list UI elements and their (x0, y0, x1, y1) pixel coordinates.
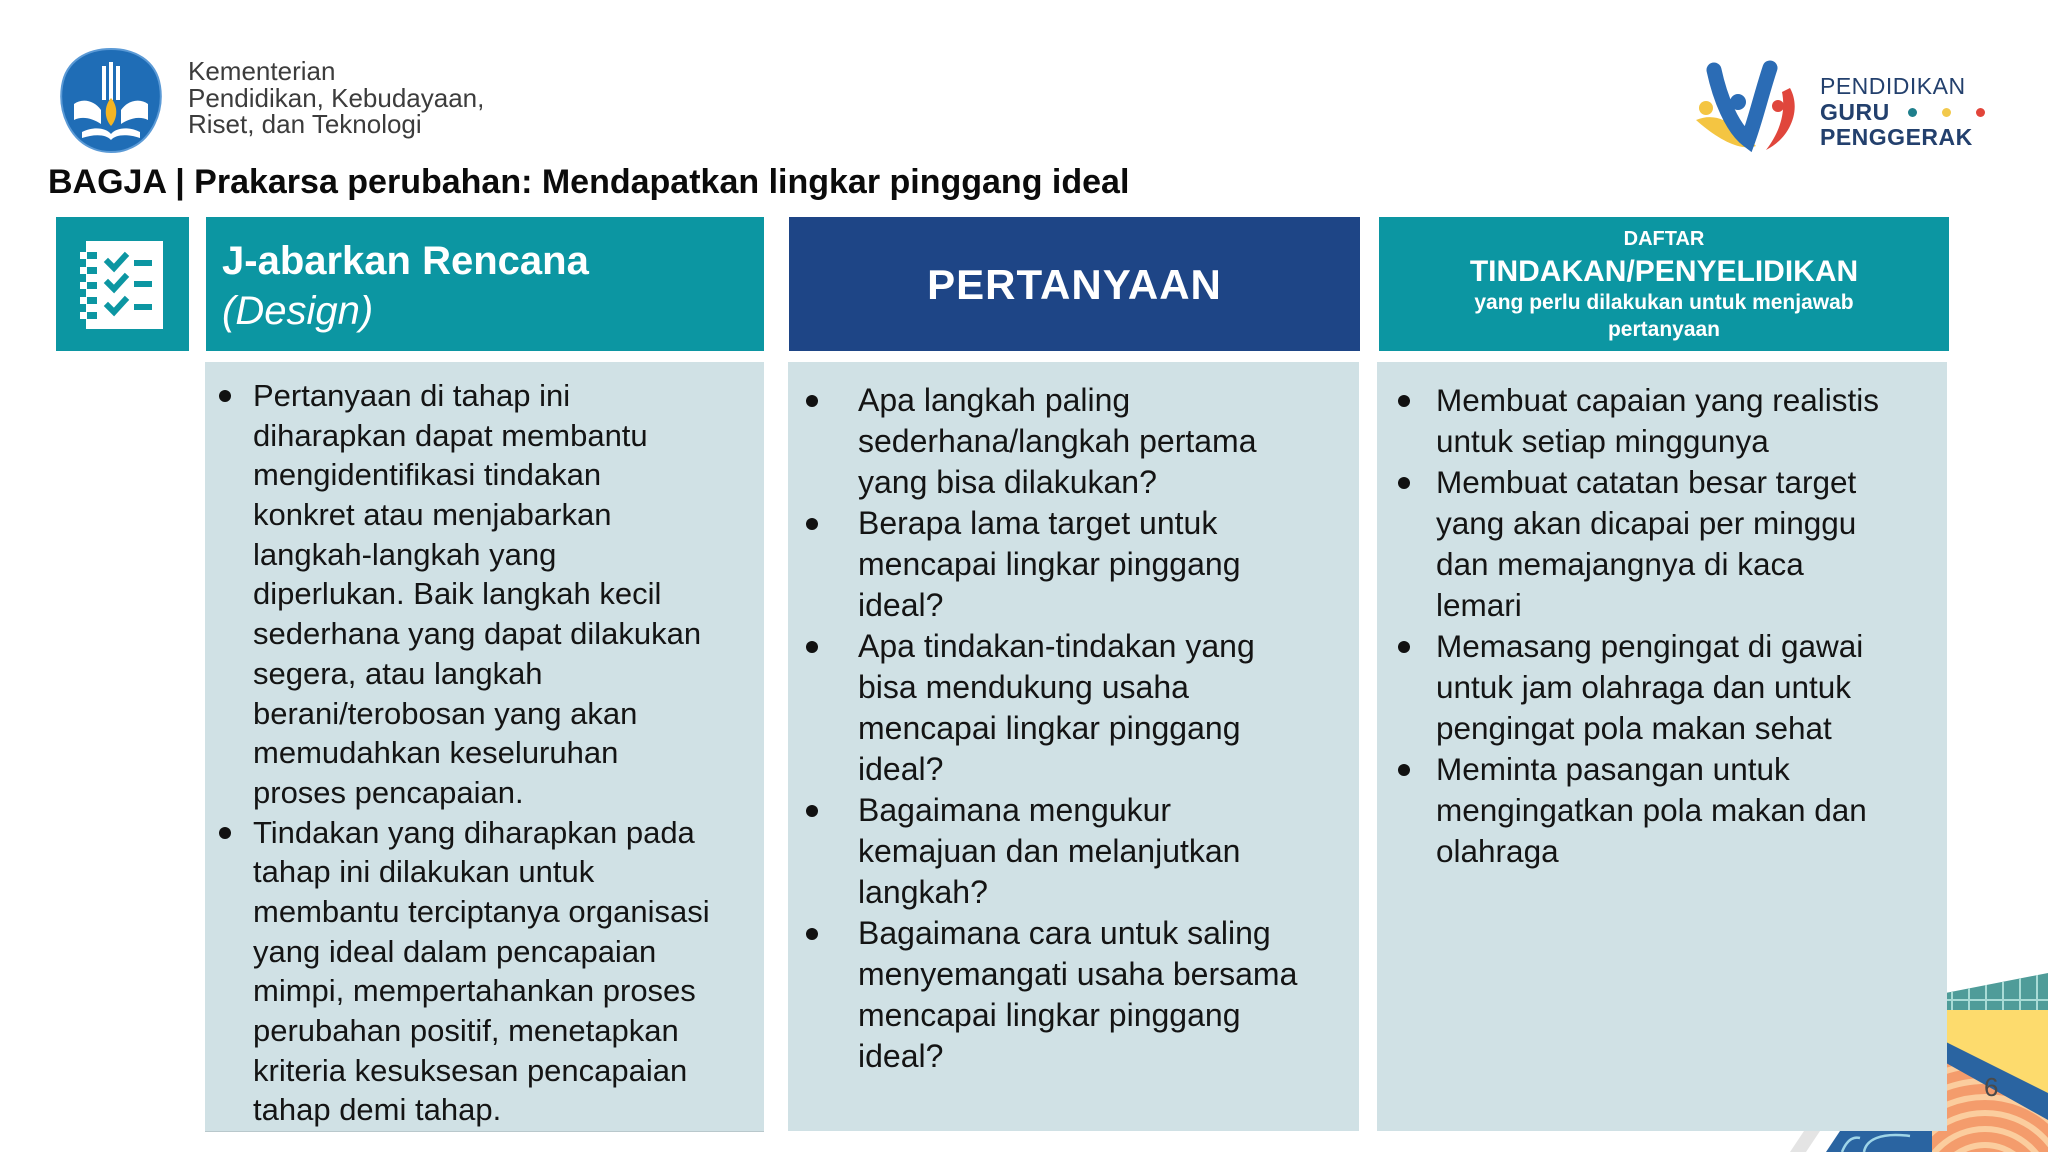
text-line: Bagaimana mengukur (858, 792, 1172, 828)
slide-title: BAGJA | Prakarsa perubahan: Mendapatkan lingkar pinggang ideal (48, 163, 1130, 201)
column-title: PERTANYAAN (927, 261, 1222, 308)
text-line: yang akan dicapai per minggu (1436, 505, 1857, 541)
program-name-line-3: PENGGERAK (1820, 124, 1973, 150)
text-line: mengingatkan pola makan dan (1436, 792, 1867, 828)
column-subtitle-line: pertanyaan (1607, 318, 1721, 341)
text-line: sederhana/langkah pertama (858, 423, 1257, 459)
text-line: bisa mendukung usaha (858, 669, 1189, 705)
column-subtitle-line: yang perlu dilakukan untuk menjawab (1474, 291, 1854, 314)
text-line: ideal? (858, 751, 944, 787)
text-line: Membuat catatan besar target (1436, 464, 1857, 500)
bullet-icon (1398, 395, 1410, 407)
questions-panel (788, 362, 1359, 1131)
text-line: kemajuan dan melanjutkan (858, 833, 1241, 869)
ministry-name-line: Pendidikan, Kebudayaan, (188, 82, 485, 113)
text-line: proses pencapaian. (253, 774, 524, 810)
text-line: Apa tindakan-tindakan yang (858, 628, 1255, 664)
column-title: J-abarkan Rencana (222, 239, 589, 283)
teal-dot-icon (1908, 108, 1917, 117)
bullet-icon (219, 390, 231, 402)
list-item (788, 913, 1359, 1077)
column-title: TINDAKAN/PENYELIDIKAN (1469, 255, 1859, 288)
bullet-list (1377, 380, 1947, 872)
column-header-actions (1379, 217, 1949, 351)
bullet-icon (806, 395, 818, 407)
list-item (205, 813, 764, 1131)
text-line: ideal? (858, 587, 944, 623)
bullet-icon (806, 641, 818, 653)
program-dots (1908, 108, 1988, 120)
text-line: membantu terciptanya organisasi (253, 893, 710, 929)
bullet-list (205, 376, 764, 1130)
text-line: mencapai lingkar pinggang (858, 997, 1241, 1033)
text-line: segera, atau langkah (253, 655, 543, 691)
text-line: sederhana yang dapat dilakukan (253, 616, 702, 652)
ministry-name-line: Riset, dan Teknologi (188, 109, 422, 139)
text-line: Bagaimana cara untuk saling (858, 915, 1271, 951)
list-item (788, 503, 1359, 626)
text-line: mengidentifikasi tindakan (253, 457, 602, 493)
text-line: Memasang pengingat di gawai (1436, 628, 1864, 664)
text-line: Membuat capaian yang realistis (1436, 382, 1879, 418)
text-line: pengingat pola makan sehat (1436, 710, 1832, 746)
checklist-icon (56, 217, 189, 351)
text-line: dan memajangnya di kaca (1436, 546, 1804, 582)
bullet-icon (806, 928, 818, 940)
bullet-icon (1398, 641, 1410, 653)
text-line: yang bisa dilakukan? (858, 464, 1157, 500)
kemdikbud-logo-icon (56, 46, 166, 154)
text-line: olahraga (1436, 833, 1559, 869)
ministry-name-line: Kementerian (188, 56, 336, 86)
design-panel (205, 362, 764, 1132)
column-kicker: DAFTAR (1623, 228, 1705, 250)
list-item (788, 626, 1359, 790)
bullet-icon (219, 827, 231, 839)
list-item (1377, 749, 1947, 872)
text-line: perubahan positif, menetapkan (253, 1013, 679, 1048)
text-line: lemari (1436, 587, 1522, 623)
text-line: Tindakan yang diharapkan pada (253, 814, 695, 850)
text-line: diharapkan dapat membantu (253, 417, 648, 453)
column-header-questions (789, 217, 1360, 351)
program-name-line-1: PENDIDIKAN (1820, 73, 1966, 99)
text-line: untuk jam olahraga dan untuk (1436, 669, 1852, 705)
red-dot-icon (1976, 108, 1985, 117)
list-item (1377, 626, 1947, 749)
ministry-name (188, 58, 484, 138)
bullet-icon (806, 518, 818, 530)
text-line: ideal? (858, 1038, 944, 1074)
text-line: diperlukan. Baik langkah kecil (253, 576, 662, 612)
text-line: Berapa lama target untuk (858, 505, 1218, 541)
list-item (1377, 462, 1947, 626)
text-line: yang ideal dalam pencapaian (253, 933, 657, 969)
list-item (788, 380, 1359, 503)
text-line: mimpi, mempertahankan proses (253, 973, 696, 1009)
page-number: 6 (1984, 1072, 1999, 1102)
text-line: mencapai lingkar pinggang (858, 546, 1241, 582)
list-item (788, 790, 1359, 913)
text-line: langkah-langkah yang (253, 536, 557, 572)
text-line: mencapai lingkar pinggang (858, 710, 1241, 746)
guru-penggerak-logo-icon (1690, 58, 1808, 154)
bullet-icon (1398, 477, 1410, 489)
text-line: langkah? (858, 874, 988, 910)
text-line: untuk setiap minggunya (1436, 423, 1769, 459)
text-line: tahap ini dilakukan untuk (253, 854, 595, 890)
yellow-dot-icon (1942, 108, 1951, 117)
bullet-icon (1398, 764, 1410, 776)
text-line: Meminta pasangan untuk (1436, 751, 1790, 787)
column-header-design (206, 217, 764, 351)
bullet-list (788, 380, 1359, 1077)
column-subtitle: (Design) (222, 289, 374, 333)
text-line: menyemangati usaha bersama (858, 956, 1298, 992)
text-line: tahap demi tahap. (253, 1092, 502, 1128)
text-line: Pertanyaan di tahap ini (253, 378, 571, 413)
list-item (1377, 380, 1947, 462)
text-line: konkret atau menjabarkan (253, 497, 612, 533)
text-line: Apa langkah paling (858, 382, 1131, 418)
text-line: berani/terobosan yang akan (253, 695, 638, 731)
text-line: kriteria kesuksesan pencapaian (253, 1052, 688, 1088)
text-line: memudahkan keseluruhan (253, 735, 619, 771)
list-item (205, 376, 764, 813)
program-name-line-2: GURU (1820, 98, 1890, 125)
actions-panel (1377, 362, 1947, 1131)
bullet-icon (806, 805, 818, 817)
